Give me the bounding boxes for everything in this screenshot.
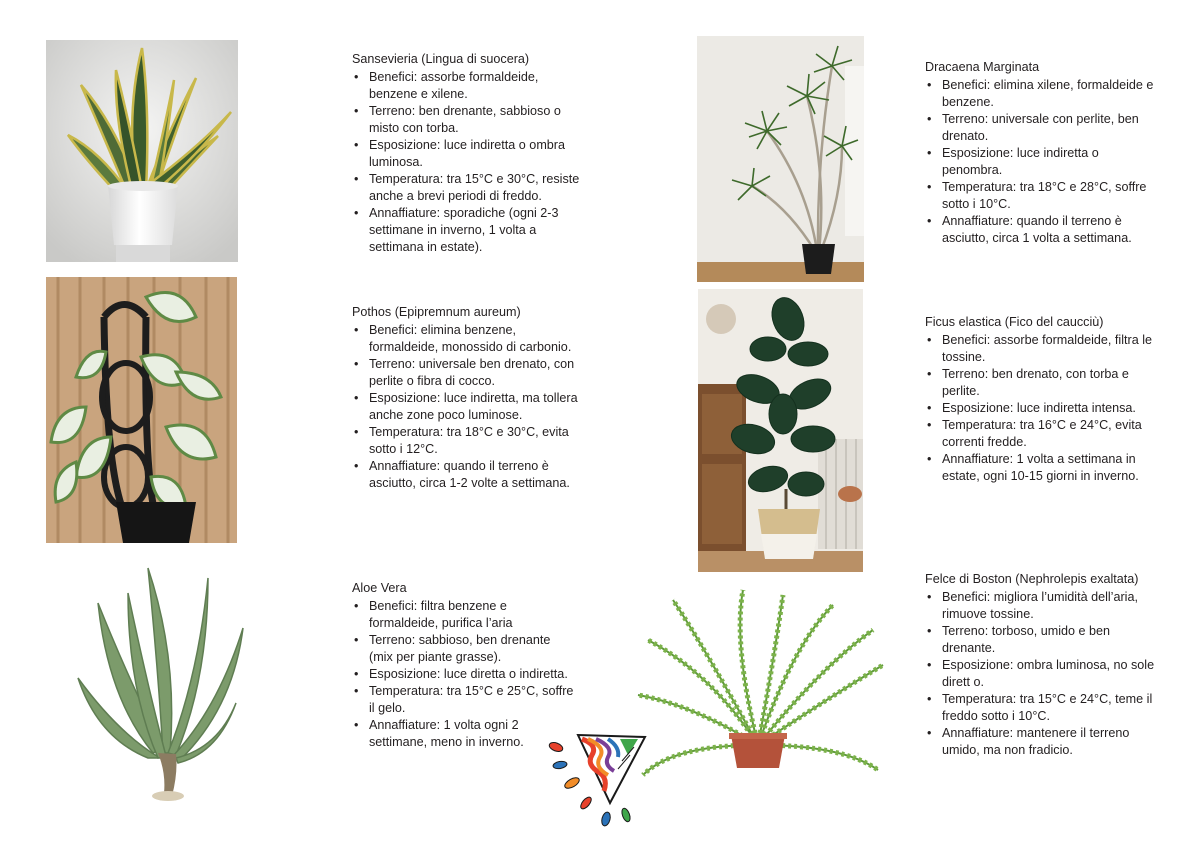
terreno-item: • Terreno: sabbioso, ben drenante (mix per piante grasse). [352, 632, 574, 666]
plant-card-dracaena [925, 59, 1161, 247]
benefici-item: • Benefici: elimina xilene, formaldeide e benzene. [925, 77, 1161, 111]
temperatura-item: • Temperatura: tra 18°C e 30°C, evita sotto i 12°C. [352, 424, 586, 458]
temperatura-item: • Temperatura: tra 15°C e 25°C, soffre il gelo. [352, 683, 574, 717]
plant-title: Aloe Vera [352, 581, 407, 595]
terreno-item: • Terreno: universale ben drenato, con perlite o fibra di cocco. [352, 356, 586, 390]
terreno-item: • Terreno: ben drenante, sabbioso o misto con torba. [352, 103, 584, 137]
benefici-item: • Benefici: elimina benzene, formaldeide, monossido di carbonio. [352, 322, 586, 356]
aloe-photo [68, 558, 254, 803]
esposizione-item: • Esposizione: luce indiretta o ombra luminosa. [352, 137, 584, 171]
plant-title: Felce di Boston (Nephrolepis exaltata) [925, 572, 1139, 586]
plant-card-felce [925, 571, 1165, 759]
fern-photo [633, 585, 886, 803]
ficus-photo [698, 289, 863, 572]
benefici-item: • Benefici: filtra benzene e formaldeide, purifica l’aria [352, 598, 574, 632]
annaffiature-item: • Annaffiature: 1 volta a settimana in estate, ogni 10-15 giorni in inverno. [925, 451, 1157, 485]
temperatura-item: • Temperatura: tra 16°C e 24°C, evita correnti fredde. [925, 417, 1157, 451]
dracaena-photo [697, 36, 864, 282]
plant-title: Pothos (Epipremnum aureum) [352, 305, 521, 319]
annaffiature-item: • Annaffiature: sporadiche (ogni 2-3 settimane in inverno, 1 volta a settimana in estate). [352, 205, 584, 256]
annaffiature-item: • Annaffiature: 1 volta ogni 2 settimane, meno in inverno. [352, 717, 574, 751]
plant-card-aloe [352, 580, 574, 751]
terreno-item: • Terreno: torboso, umido e ben drenante. [925, 623, 1165, 657]
plant-title: Dracaena Marginata [925, 60, 1040, 74]
plant-title: Sansevieria (Lingua di suocera) [352, 52, 530, 66]
terreno-item: • Terreno: universale con perlite, ben drenato. [925, 111, 1161, 145]
benefici-item: • Benefici: migliora l’umidità dell’aria, rimuove tossine. [925, 589, 1165, 623]
benefici-item: • Benefici: assorbe formaldeide, benzene e xilene. [352, 69, 584, 103]
sansevieria-photo [46, 40, 238, 262]
esposizione-item: • Esposizione: luce diretta o indiretta. [352, 666, 574, 683]
benefici-item: • Benefici: assorbe formaldeide, filtra le tossine. [925, 332, 1157, 366]
annaffiature-item: • Annaffiature: mantenere il terreno umido, ma non fradicio. [925, 725, 1165, 759]
annaffiature-item: • Annaffiature: quando il terreno è asciutto, circa 1 volta a settimana. [925, 213, 1161, 247]
esposizione-item: • Esposizione: luce indiretta intensa. [925, 400, 1157, 417]
temperatura-item: • Temperatura: tra 15°C e 24°C, teme il freddo sotto i 10°C. [925, 691, 1165, 725]
plant-card-ficus [925, 314, 1157, 485]
pothos-photo [46, 277, 237, 543]
plant-card-pothos [352, 304, 586, 492]
temperatura-item: • Temperatura: tra 15°C e 30°C, resiste anche a brevi periodi di freddo. [352, 171, 584, 205]
annaffiature-item: • Annaffiature: quando il terreno è asciutto, circa 1-2 volte a settimana. [352, 458, 586, 492]
plant-card-sansevieria [352, 51, 584, 256]
esposizione-item: • Esposizione: ombra luminosa, no sole dirett o. [925, 657, 1165, 691]
temperatura-item: • Temperatura: tra 18°C e 28°C, soffre sotto i 10°C. [925, 179, 1161, 213]
plant-title: Ficus elastica (Fico del caucciù) [925, 315, 1104, 329]
esposizione-item: • Esposizione: luce indiretta o penombra. [925, 145, 1161, 179]
terreno-item: • Terreno: ben drenato, con torba e perlite. [925, 366, 1157, 400]
esposizione-item: • Esposizione: luce indiretta, ma tollera anche zone poco luminose. [352, 390, 586, 424]
